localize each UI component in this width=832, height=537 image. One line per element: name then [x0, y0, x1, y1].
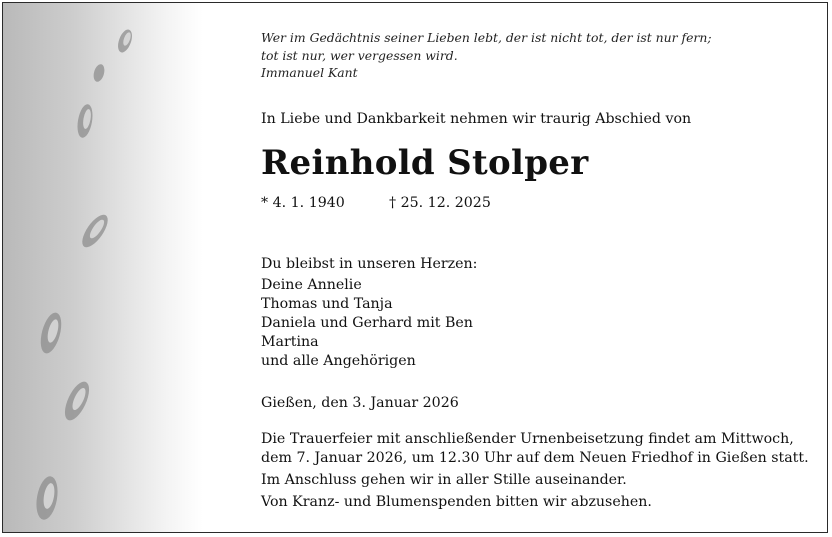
quote-line: Wer im Gedächtnis seiner Lieben lebt, der ist nicht tot, der ist nur fern; — [261, 30, 712, 45]
footprints-photo — [3, 3, 203, 532]
quote-line: tot ist nur, wer vergessen wird. — [261, 47, 458, 63]
obituary-card — [2, 2, 828, 533]
quote-author: Immanuel Kant — [261, 65, 358, 80]
family-list — [261, 276, 473, 371]
place-date: Gießen, den 3. Januar 2026 — [261, 395, 459, 411]
family-member: Martina — [261, 334, 319, 350]
footprints-image — [3, 3, 203, 533]
donations-note: Von Kranz- und Blumenspenden bitten wir abzusehen. — [261, 494, 652, 510]
family-member: Daniela und Gerhard mit Ben — [261, 315, 473, 331]
death-date: † 25. 12. 2025 — [389, 195, 491, 211]
quote-block — [261, 29, 821, 82]
birth-date: * 4. 1. 1940 — [261, 195, 345, 211]
family-member: Deine Annelie — [261, 277, 362, 293]
funeral-line: Die Trauerfeier mit anschließender Urnenbeisetzung findet am Mittwoch, — [261, 431, 794, 447]
life-dates — [261, 195, 581, 211]
farewell-note: Im Anschluss gehen wir in aller Stille auseinander. — [261, 472, 627, 488]
funeral-line: dem 7. Januar 2026, um 12.30 Uhr auf dem Neuen Friedhof in Gießen statt. — [261, 450, 809, 466]
family-member: Thomas und Tanja — [261, 296, 393, 312]
family-member: und alle Angehörigen — [261, 353, 416, 369]
deceased-name: Reinhold Stolper — [261, 143, 589, 183]
funeral-details — [261, 430, 809, 468]
family-heading: Du bleibst in unseren Herzen: — [261, 256, 478, 272]
intro-text: In Liebe und Dankbarkeit nehmen wir traurig Abschied von — [261, 111, 692, 127]
